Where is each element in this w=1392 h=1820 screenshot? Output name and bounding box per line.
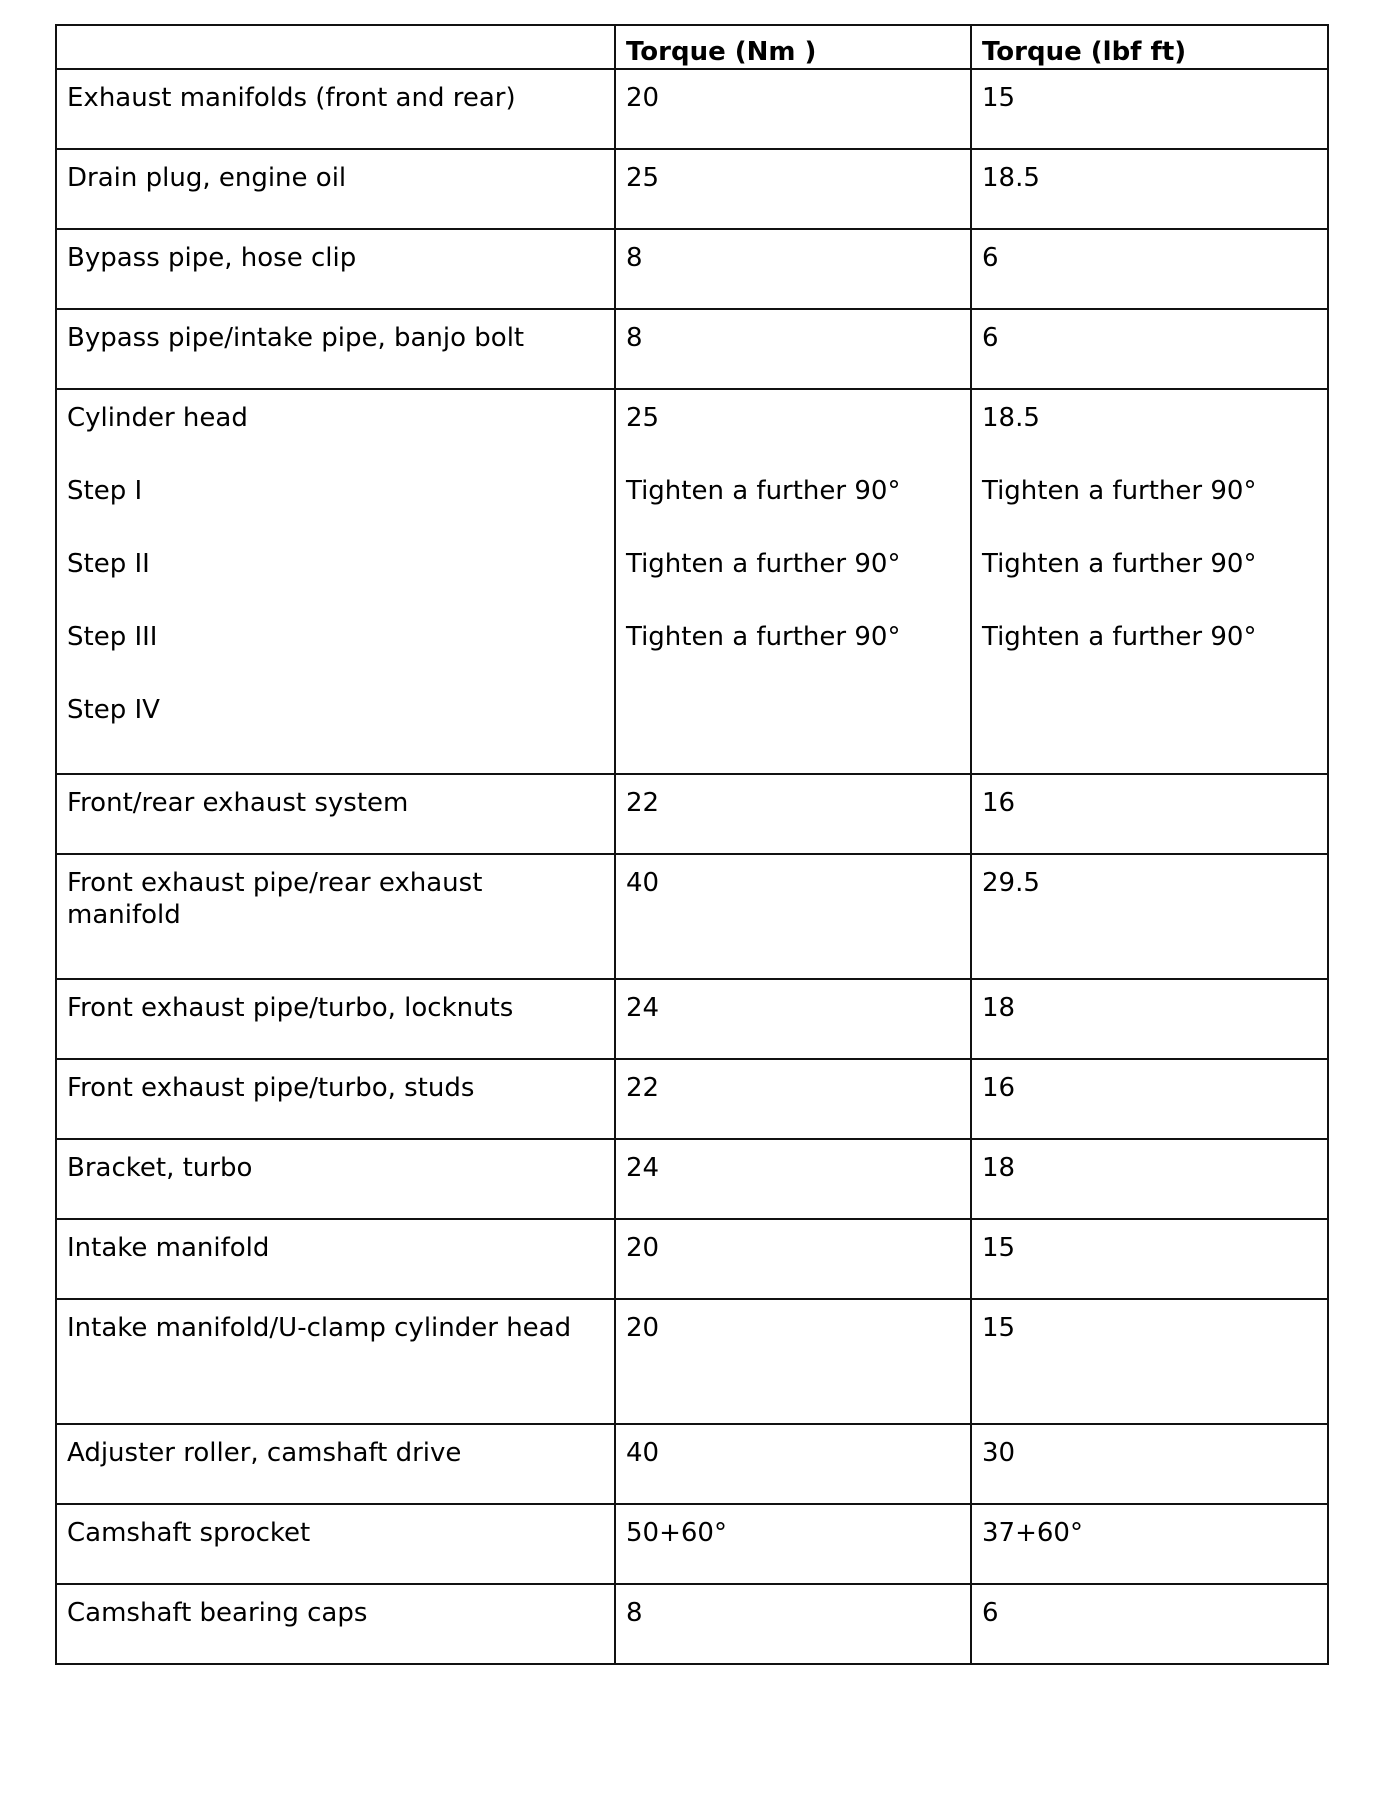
torque-lbf-cell: 15	[971, 1219, 1328, 1299]
torque-lbf-cell: 18	[971, 1139, 1328, 1219]
component-cell: Bracket, turbo	[56, 1139, 615, 1219]
step-label: Step I	[67, 476, 143, 506]
component-cell: Intake manifold/U-clamp cylinder head	[56, 1299, 615, 1424]
torque-lbf-cell: 29.5	[971, 854, 1328, 979]
torque-nm-cell: 8	[615, 1584, 971, 1664]
step-value: 25	[626, 403, 660, 433]
table-row	[56, 1424, 1328, 1504]
torque-nm-cell: 24	[615, 979, 971, 1059]
torque-nm-cell: 40	[615, 1424, 971, 1504]
torque-nm-cell: 8	[615, 309, 971, 389]
table-row-cylinder-head	[56, 389, 1328, 774]
header-component	[56, 25, 615, 69]
component-cell: Drain plug, engine oil	[56, 149, 615, 229]
step-value: Tighten a further 90°	[982, 622, 1257, 652]
torque-nm-cell: 22	[615, 1059, 971, 1139]
torque-nm-cell	[615, 389, 971, 774]
torque-nm-cell: 20	[615, 1299, 971, 1424]
component-cell	[56, 389, 615, 774]
torque-lbf-cell: 16	[971, 774, 1328, 854]
step-value: Tighten a further 90°	[626, 476, 901, 506]
torque-specification-table	[55, 24, 1329, 1665]
torque-lbf-cell: 16	[971, 1059, 1328, 1139]
table-row	[56, 229, 1328, 309]
table-row	[56, 309, 1328, 389]
table-row	[56, 1059, 1328, 1139]
step-value: Tighten a further 90°	[982, 476, 1257, 506]
torque-lbf-cell: 6	[971, 1584, 1328, 1664]
table-row	[56, 69, 1328, 149]
component-cell: Front/rear exhaust system	[56, 774, 615, 854]
torque-lbf-cell	[971, 389, 1328, 774]
torque-nm-cell: 8	[615, 229, 971, 309]
torque-nm-cell: 24	[615, 1139, 971, 1219]
torque-nm-cell: 22	[615, 774, 971, 854]
table-row	[56, 774, 1328, 854]
torque-nm-cell: 20	[615, 1219, 971, 1299]
table-row	[56, 1139, 1328, 1219]
table-row	[56, 979, 1328, 1059]
table-header-row	[56, 25, 1328, 69]
torque-lbf-cell: 18.5	[971, 149, 1328, 229]
component-cell: Exhaust manifolds (front and rear)	[56, 69, 615, 149]
component-cell: Bypass pipe, hose clip	[56, 229, 615, 309]
torque-lbf-cell: 6	[971, 309, 1328, 389]
step-label: Step II	[67, 549, 150, 579]
torque-nm-cell: 25	[615, 149, 971, 229]
step-label: Step IV	[67, 695, 160, 725]
torque-lbf-cell: 37+60°	[971, 1504, 1328, 1584]
torque-lbf-cell: 15	[971, 1299, 1328, 1424]
component-cell: Camshaft bearing caps	[56, 1584, 615, 1664]
torque-nm-cell: 40	[615, 854, 971, 979]
step-value: Tighten a further 90°	[982, 549, 1257, 579]
torque-nm-cell: 50+60°	[615, 1504, 971, 1584]
component-cell: Bypass pipe/intake pipe, banjo bolt	[56, 309, 615, 389]
table-row	[56, 1584, 1328, 1664]
torque-nm-cell: 20	[615, 69, 971, 149]
component-cell: Front exhaust pipe/turbo, locknuts	[56, 979, 615, 1059]
component-cell: Front exhaust pipe/turbo, studs	[56, 1059, 615, 1139]
table-row	[56, 1299, 1328, 1424]
table-row	[56, 149, 1328, 229]
component-cell: Adjuster roller, camshaft drive	[56, 1424, 615, 1504]
torque-lbf-cell: 15	[971, 69, 1328, 149]
torque-lbf-cell: 6	[971, 229, 1328, 309]
table-row	[56, 1219, 1328, 1299]
step-value: Tighten a further 90°	[626, 549, 901, 579]
step-value: Tighten a further 90°	[626, 622, 901, 652]
header-torque-nm: Torque (Nm )	[615, 25, 971, 69]
component-cell: Intake manifold	[56, 1219, 615, 1299]
torque-lbf-cell: 30	[971, 1424, 1328, 1504]
component-cell: Camshaft sprocket	[56, 1504, 615, 1584]
torque-lbf-cell: 18	[971, 979, 1328, 1059]
component-cell: Front exhaust pipe/rear exhaust manifold	[56, 854, 615, 979]
step-label: Cylinder head	[67, 403, 248, 433]
header-torque-lbf-ft: Torque (lbf ft)	[971, 25, 1328, 69]
step-value: 18.5	[982, 403, 1040, 433]
table-row	[56, 854, 1328, 979]
table-row	[56, 1504, 1328, 1584]
step-label: Step III	[67, 622, 158, 652]
